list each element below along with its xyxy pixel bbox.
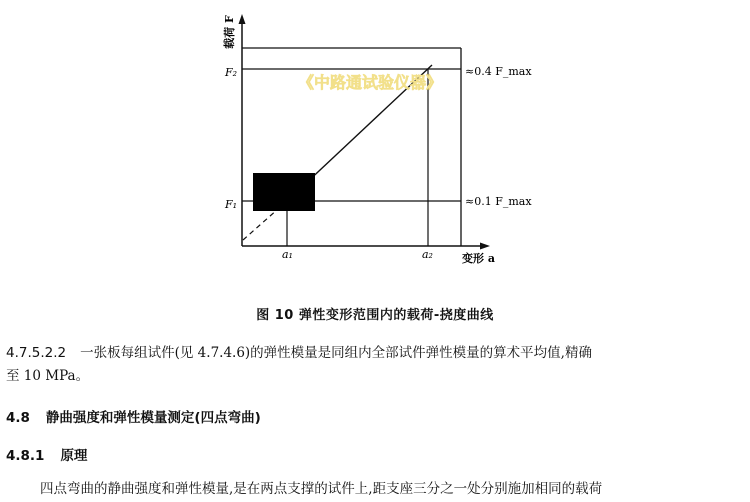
paragraph-4-7-5-2-2: [6, 342, 744, 388]
annot-upper: ≈0.4 F_max: [465, 65, 532, 78]
y-axis-arrow: [239, 14, 246, 24]
paragraph-line-1: 一张板每组试件(见 4.7.4.6)的弹性模量是同组内全部试件弹性模量的算术平均值,精确: [80, 345, 592, 361]
annot-lower: ≈0.1 F_max: [465, 195, 532, 208]
section-heading-4-8-1: [6, 444, 744, 464]
watermark: 《中路通试验仪器》: [298, 73, 443, 92]
paragraph-principle: 四点弯曲的静曲强度和弹性模量,是在两点支撑的试件上,距支座三分之一处分别施加相同的载荷: [40, 481, 603, 497]
tick-a1: a₁: [282, 248, 293, 261]
x-axis-arrow: [480, 243, 490, 250]
section-number: 4.8: [6, 410, 30, 426]
section-heading-4-8: [6, 406, 744, 426]
black-block: [253, 173, 315, 211]
x-axis-label: 变形 a: [462, 252, 495, 265]
y-axis-label: 载荷 F: [223, 15, 236, 49]
clause-number: 4.7.5.2.2: [6, 345, 67, 361]
tick-f2: F₂: [225, 66, 238, 79]
subsection-title: 原理: [60, 448, 88, 464]
tick-f1: F₁: [225, 198, 238, 211]
tick-a2: a₂: [422, 248, 433, 261]
paragraph-line-2: 至 10 MPa。: [6, 368, 90, 384]
subsection-number: 4.8.1: [6, 448, 45, 464]
figure-caption: 图 10 弹性变形范围内的载荷-挠度曲线: [256, 308, 494, 323]
section-title: 静曲强度和弹性模量测定(四点弯曲): [45, 410, 261, 426]
